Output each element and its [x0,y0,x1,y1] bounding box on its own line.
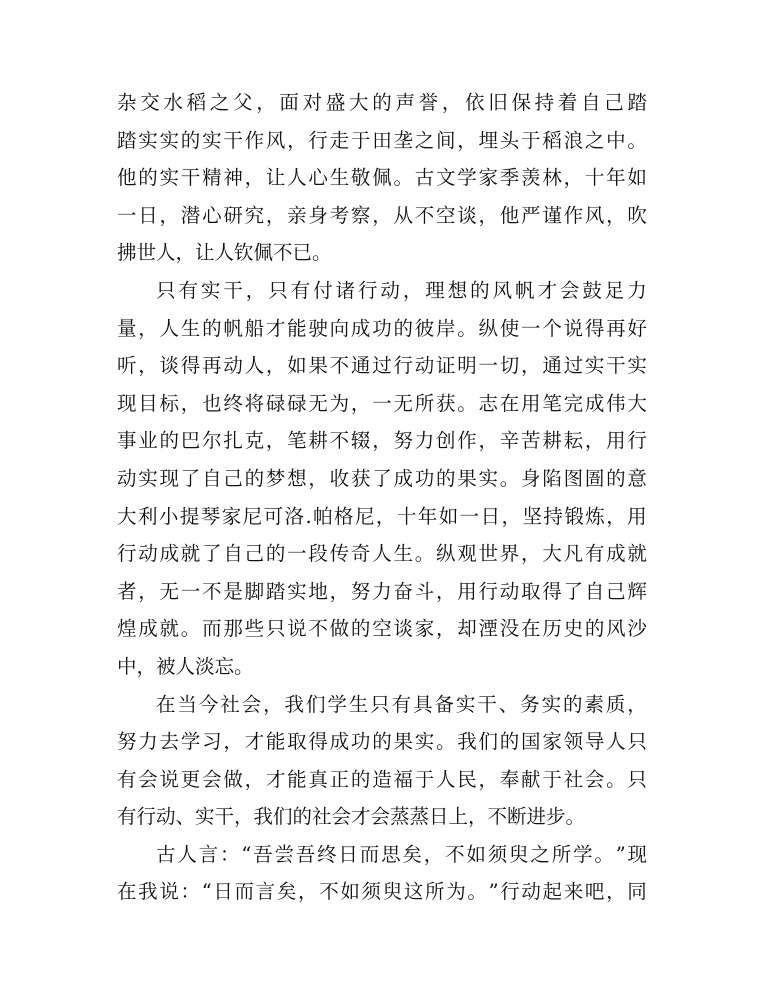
text-line: 煌 成 就 。 而 那 些 只 说 不 做 的 空 谈 家 ， 却 湮 没 在 历 史 的 风 沙 [117,617,647,641]
text-line: 在 当 今 社 会 ， 我 们 学 生 只 有 具 备 实 干 、 务 实 的 素 质 ， [156,692,647,716]
text-line: 者 ， 无 一 不 是 脚 踏 实 地 ， 努 力 奋 斗 ， 用 行 动 取 得 了 自 己 辉 [117,579,647,603]
text-line: 努 力 去 学 习 ， 才 能 取 得 成 功 的 果 实 。 我 们 的 国 家 领 导 人 只 [117,730,647,754]
text-line: 他 的 实 干 精 神 ， 让 人 心 生 敬 佩 。 古 文 学 家 季 羡 林 ， 十 年 如 [117,166,647,190]
text-line: 听 ， 谈 得 再 动 人 ， 如 果 不 通 过 行 动 证 明 一 切 ， 通 过 实 干 实 [117,354,647,378]
text-line: 一 日 ， 潜 心 研 究 ， 亲 身 考 察 ， 从 不 空 谈 ， 他 严 谨 作 风 ， 吹 [117,203,647,227]
text-line: 踏 实 实 的 实 干 作 风 ， 行 走 于 田 垄 之 间 ， 埋 头 于 稻 浪 之 中 。 [117,128,647,152]
text-line: 古 人 言 ： “ 吾 尝 吾 终 日 而 思 矣 ， 不 如 须 臾 之 所 学 。 ” 现 [156,842,647,866]
document-body [117,84,647,911]
text-line: 现 目 标 ， 也 终 将 碌 碌 无 为 ， 一 无 所 获 。 志 在 用 笔 完 成 伟 大 [117,391,647,415]
text-line: 事 业 的 巴 尔 扎 克 ， 笔 耕 不 辍 ， 努 力 创 作 ， 辛 苦 耕 耘 ， 用 行 [117,429,647,453]
text-line: 有 会 说 更 会 做 ， 才 能 真 正 的 造 福 于 人 民 ， 奉 献 于 社 会 。 只 [117,767,647,791]
text-line: 量 ， 人 生 的 帆 船 才 能 驶 向 成 功 的 彼 岸 。 纵 使 一 个 说 得 再 好 [117,316,647,340]
text-line: 大 利 小 提 琴 家 尼 可 洛 . 帕 格 尼 ， 十 年 如 一 日 ， 坚 持 锻 炼 ， 用 [117,504,647,528]
text-line: 行 动 成 就 了 自 己 的 一 段 传 奇 人 生 。 纵 观 世 界 ， 大 凡 有 成 就 [117,542,647,566]
text-line: 只 有 实 干 ， 只 有 付 诸 行 动 ， 理 想 的 风 帆 才 会 鼓 足 力 [156,278,647,302]
text-line: 在 我 说 ： “ 日 而 言 矣 ， 不 如 须 臾 这 所 为 。 ” 行 动 起 来 吧 ， 同 [117,880,647,904]
text-line: 动 实 现 了 自 己 的 梦 想 ， 收 获 了 成 功 的 果 实 。 身 陷 图 圄 的 意 [117,466,647,490]
text-line: 拂世人，让人钦佩不已。 [117,241,332,265]
text-line: 有行动、实干，我们的社会才会蒸蒸日上，不断进步。 [117,805,586,829]
text-line: 杂 交 水 稻 之 父 ， 面 对 盛 大 的 声 誉 ， 依 旧 保 持 着 自 己 踏 [117,91,647,114]
text-line: 中，被人淡忘。 [117,654,254,678]
